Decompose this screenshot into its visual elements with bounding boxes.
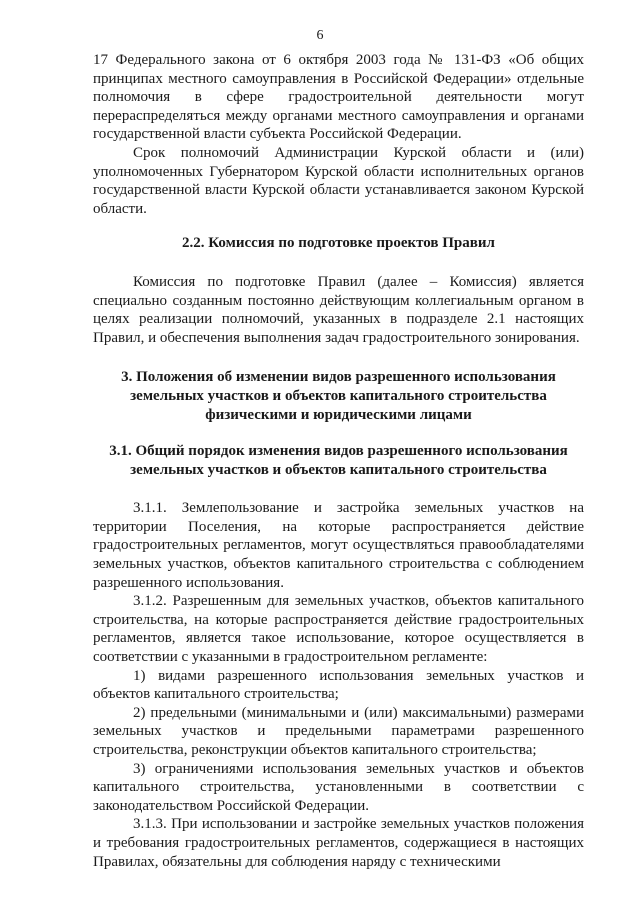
section-heading-3: 3. Положения об изменении видов разрешенного использования земельных участков и объектов капитального строительства физическими и юридическими лицами: [121, 369, 556, 423]
paragraph-3-1-3: 3.1.3. При использовании и застройке земельных участков положения и требования градостроительных регламентов, содержащиеся в настоящих Правилах, обязательны для соблюдения наряду с техническими: [93, 816, 584, 870]
section-heading-3-1: 3.1. Общий порядок изменения видов разрешенного использования земельных участков и объектов капитального строительства: [109, 443, 568, 478]
list-item-3: 3) ограничениями использования земельных участков и объектов капитального строительства, установленными в соответствии с законодательством Российской Федерации.: [93, 760, 584, 814]
paragraph-authority-term: Срок полномочий Администрации Курской области и (или) уполномоченных Губернатором Курской области исполнительных органов государственной власти Курской области устанавливается законом Курской области.: [93, 144, 584, 217]
paragraph-commission: Комиссия по подготовке Правил (далее – Комиссия) является специально созданным постоянно действующим коллегиальным органом в целях реализации полномочий, указанных в подразделе 2.1 настоящих Правил, и обеспечения выполнения задач градостроительного зонирования.: [93, 273, 584, 346]
document-body: [93, 51, 584, 871]
list-item-1: 1) видами разрешенного использования земельных участков и объектов капитального строительства;: [93, 667, 584, 703]
paragraph-3-1-1: 3.1.1. Землепользование и застройка земельных участков на территории Поселения, на которые распространяется действие градостроительных регламентов, могут осуществляться правообладателями земельных участков, объектов капитального строительства с соблюдением разрешенного использования.: [93, 500, 584, 591]
list-item-2: 2) предельными (минимальными и (или) максимальными) размерами земельных участков и предельными параметрами разрешенного строительства, реконструкции объектов капитального строительства;: [93, 704, 584, 758]
paragraph-3-1-2: 3.1.2. Разрешенным для земельных участков, объектов капитального строительства, на которые распространяется действие градостроительных регламентов, является такое использование, которое осуществляется в соответствии с указанными в градостроительном регламенте:: [93, 593, 584, 666]
page-number: 6: [316, 28, 324, 43]
section-heading-2-2: 2.2. Комиссия по подготовке проектов Правил: [182, 235, 495, 252]
paragraph-law-reference: 17 Федерального закона от 6 октября 2003 года № 131-ФЗ «Об общих принципах местного самоуправления в Российской Федерации» отдельные полномочия в сфере градостроительной деятельности могут перераспределяться между органами местного самоуправления и органами государственной власти субъекта Российской Федерации.: [93, 52, 584, 143]
